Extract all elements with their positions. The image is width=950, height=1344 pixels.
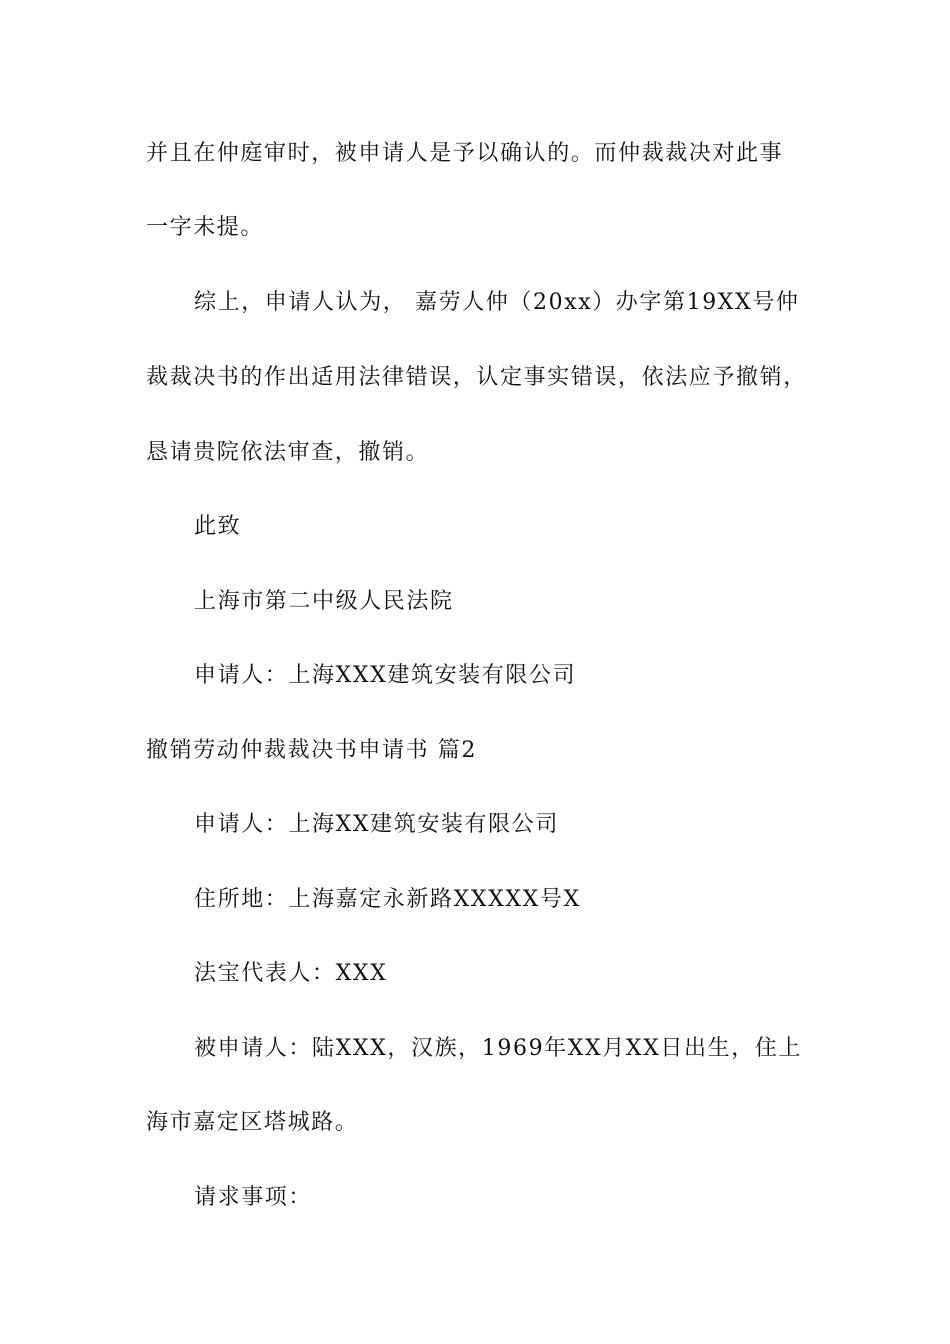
paragraph-line: 恳请贵院依法审查，撤销。 — [146, 440, 430, 465]
legal-representative-line: 法宝代表人：XXX — [194, 961, 388, 986]
paragraph-line: 综上，申请人认为， 嘉劳人仲（20xx）办字第19XX号仲 — [194, 290, 800, 315]
address-line: 住所地：上海嘉定永新路XXXXX号X — [194, 887, 581, 912]
request-items-heading: 请求事项： — [194, 1185, 313, 1210]
respondent-line: 被申请人：陆XXX，汉族，1969年XX月XX日出生，住上 — [194, 1036, 803, 1061]
applicant-signature: 申请人：上海XXX建筑安装有限公司 — [194, 663, 577, 688]
addressee-court: 上海市第二中级人民法院 — [194, 589, 454, 614]
paragraph-line: 一字未提。 — [146, 215, 265, 240]
salutation: 此致 — [194, 514, 242, 539]
applicant-line: 申请人：上海XX建筑安装有限公司 — [194, 812, 559, 837]
section-heading: 撤销劳动仲裁裁决书申请书 篇2 — [146, 738, 477, 763]
paragraph-line: 裁裁决书的作出适用法律错误，认定事实错误，依法应予撤销， — [146, 365, 807, 390]
respondent-line-continued: 海市嘉定区塔城路。 — [146, 1110, 359, 1135]
paragraph-line: 并且在仲庭审时，被申请人是予以确认的。而仲裁裁决对此事 — [146, 141, 784, 166]
